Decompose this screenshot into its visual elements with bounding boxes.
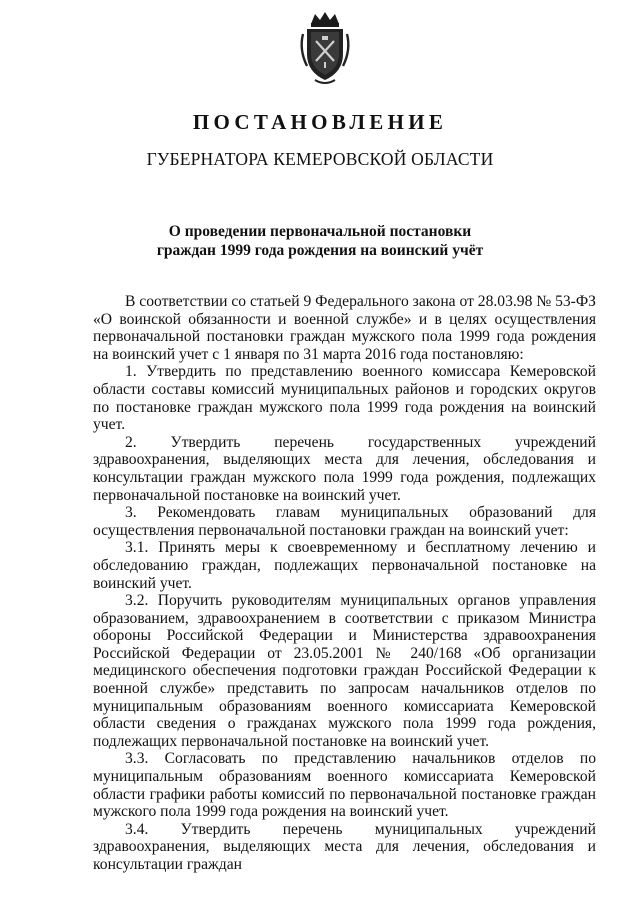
document-body	[93, 293, 596, 874]
heading-line-2: граждан 1999 года рождения на воинский учёт	[156, 242, 484, 259]
paragraph-item-3-1: 3.1. Принять меры к своевременному и бесплатному лечению и обследованию граждан, подлежащих первоначальной постановке на воинский учет.	[93, 539, 596, 592]
paragraph-preamble: В соответствии со статьей 9 Федерального закона от 28.03.98 № 53-ФЗ «О воинской обязанности и военной службе» и в целях осуществления первоначальной постановки граждан мужского пола 1999 года рождения на воинский учет с 1 января по 31 марта 2016 года постановляю:	[93, 293, 596, 363]
document-title: ПОСТАНОВЛЕНИЕ	[192, 110, 448, 134]
paragraph-item-3-2: 3.2. Поручить руководителям муниципальных органов управления образованием, здравоохранением в соответствии с приказом Министра обороны Российской Федерации и Министерства здравоохранения Российской Федерации от 23.05.2001 № 240/168 «Об организации медицинского обеспечения подготовки граждан Российской Федерации к военной службе» представить по запросам начальников отделов по муниципальным образованиям военного комиссариата Кемеровской области сведения о гражданах мужского пола 1999 года рождения, подлежащих первоначальной постановке на воинский учет.	[93, 592, 596, 750]
paragraph-item-1: 1. Утвердить по представлению военного комиссара Кемеровской области составы комиссий муниципальных районов и городских округов по постановке граждан мужского пола 1999 года рождения на воинский учет.	[93, 363, 596, 434]
paragraph-item-3-4: 3.4. Утвердить перечень муниципальных учреждений здравоохранения, выделяющих места для лечения, обследования и консультации граждан	[93, 820, 596, 873]
heading-line-1: О проведении первоначальной постановки	[168, 223, 472, 240]
coat-of-arms-icon	[297, 10, 353, 86]
document-heading	[0, 222, 640, 260]
document-subtitle: ГУБЕРНАТОРА КЕМЕРОВСКОЙ ОБЛАСТИ	[146, 149, 494, 169]
paragraph-item-3-3: 3.3. Согласовать по представлению начальников отделов по муниципальным образованиям военного комиссариата Кемеровской области графики работы комиссий по первоначальной постановке граждан мужского пола 1999 года рождения на воинский учет.	[93, 750, 596, 821]
paragraph-item-3: 3. Рекомендовать главам муниципальных образований для осуществления первоначальной постановки граждан на воинский учет:	[93, 504, 596, 539]
paragraph-item-2: 2. Утвердить перечень государственных учреждений здравоохранения, выделяющих места для лечения, обследования и консультации граждан мужского пола 1999 года рождения, подлежащих первоначальной постановке на воинский учет.	[93, 433, 596, 504]
